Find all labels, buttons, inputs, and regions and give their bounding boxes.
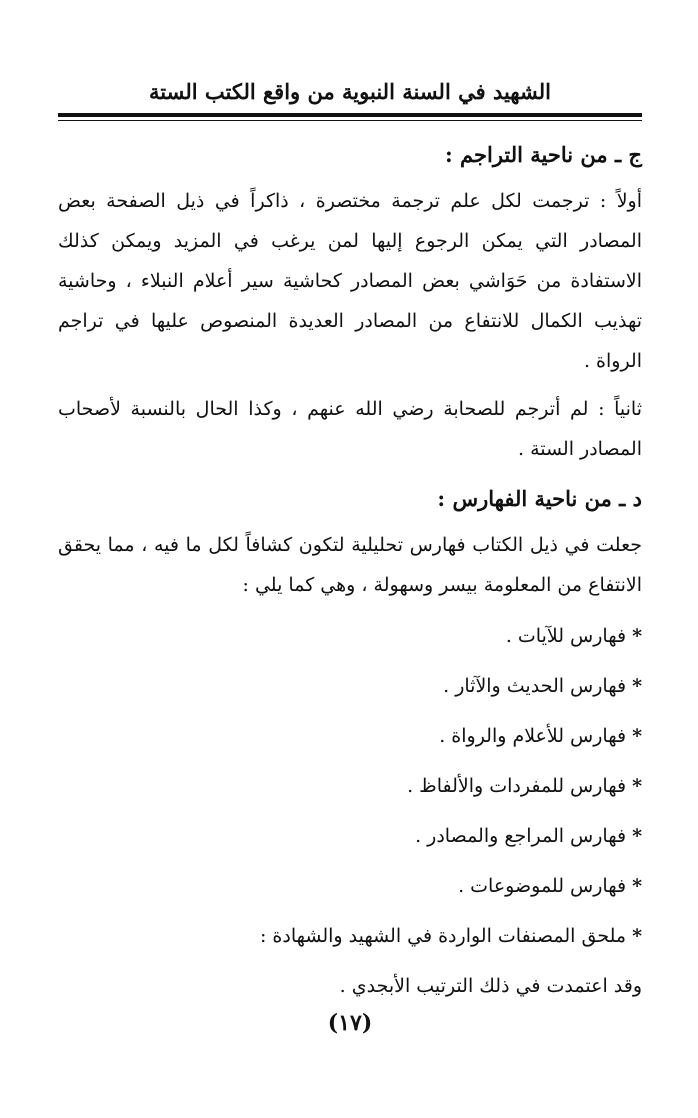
book-page: [58, 74, 642, 1064]
bullet-mark: *: [632, 725, 642, 747]
index-item-label: فهارس للمفردات والألفاظ .: [407, 775, 627, 797]
index-item: [58, 611, 642, 661]
bullet-mark: *: [632, 925, 642, 947]
index-item-label: ملحق المصنفات الواردة في الشهيد والشهادة :: [259, 925, 627, 947]
bullet-mark: *: [632, 875, 642, 897]
index-item-label: فهارس الحديث والآثار .: [443, 675, 627, 697]
closing-line: وقد اعتمدت في ذلك الترتيب الأبجدي .: [339, 975, 642, 997]
running-head: الشهيد في السنة النبوية من واقع الكتب الستة: [149, 79, 551, 104]
header-rule-thick: [58, 113, 642, 117]
bullet-mark: *: [632, 625, 642, 647]
index-item-label: فهارس للموضوعات .: [458, 875, 627, 897]
section-d-heading: د ـ من ناحية الفهارس :: [437, 486, 642, 511]
index-item-label: فهارس المراجع والمصادر .: [415, 825, 627, 847]
bullet-mark: *: [632, 825, 642, 847]
index-item: [58, 761, 642, 811]
bullet-mark: *: [632, 775, 642, 797]
index-item-label: فهارس للآيات .: [505, 625, 627, 647]
bullet-mark: *: [632, 675, 642, 697]
index-item-label: فهارس للأعلام والرواة .: [439, 725, 627, 747]
index-item: [58, 861, 642, 911]
page-number: (١٧): [327, 1010, 373, 1036]
index-item: [58, 911, 642, 961]
paragraph-second: ثانياً : لم أترجم للصحابة رضي الله عنهم ، وكذا الحال بالنسبة لأصحاب المصادر الستة .: [58, 398, 642, 460]
section-c-heading: ج ـ من ناحية التراجم :: [444, 142, 642, 167]
index-item: [58, 711, 642, 761]
section-d-intro: جعلت في ذيل الكتاب فهارس تحليلية لتكون كشافاً لكل ما فيه ، مما يحقق الانتفاع من المعلومة بيسر وسهولة ، وهي كما يلي :: [58, 534, 642, 596]
paragraph-first: أولاً : ترجمت لكل علم ترجمة مختصرة ، ذاكراً في ذيل الصفحة بعض المصادر التي يمكن الرجوع إليها لمن يرغب في المزيد ويمكن كذلك الاستفادة من حَوَاشي بعض المصادر كحاشية سير أعلام النبلاء ، وحاشية تهذيب الكمال للانتفاع من المصادر العديدة المنصوص عليها في تراجم الرواة .: [58, 190, 642, 372]
index-item: [58, 661, 642, 711]
index-item: [58, 811, 642, 861]
